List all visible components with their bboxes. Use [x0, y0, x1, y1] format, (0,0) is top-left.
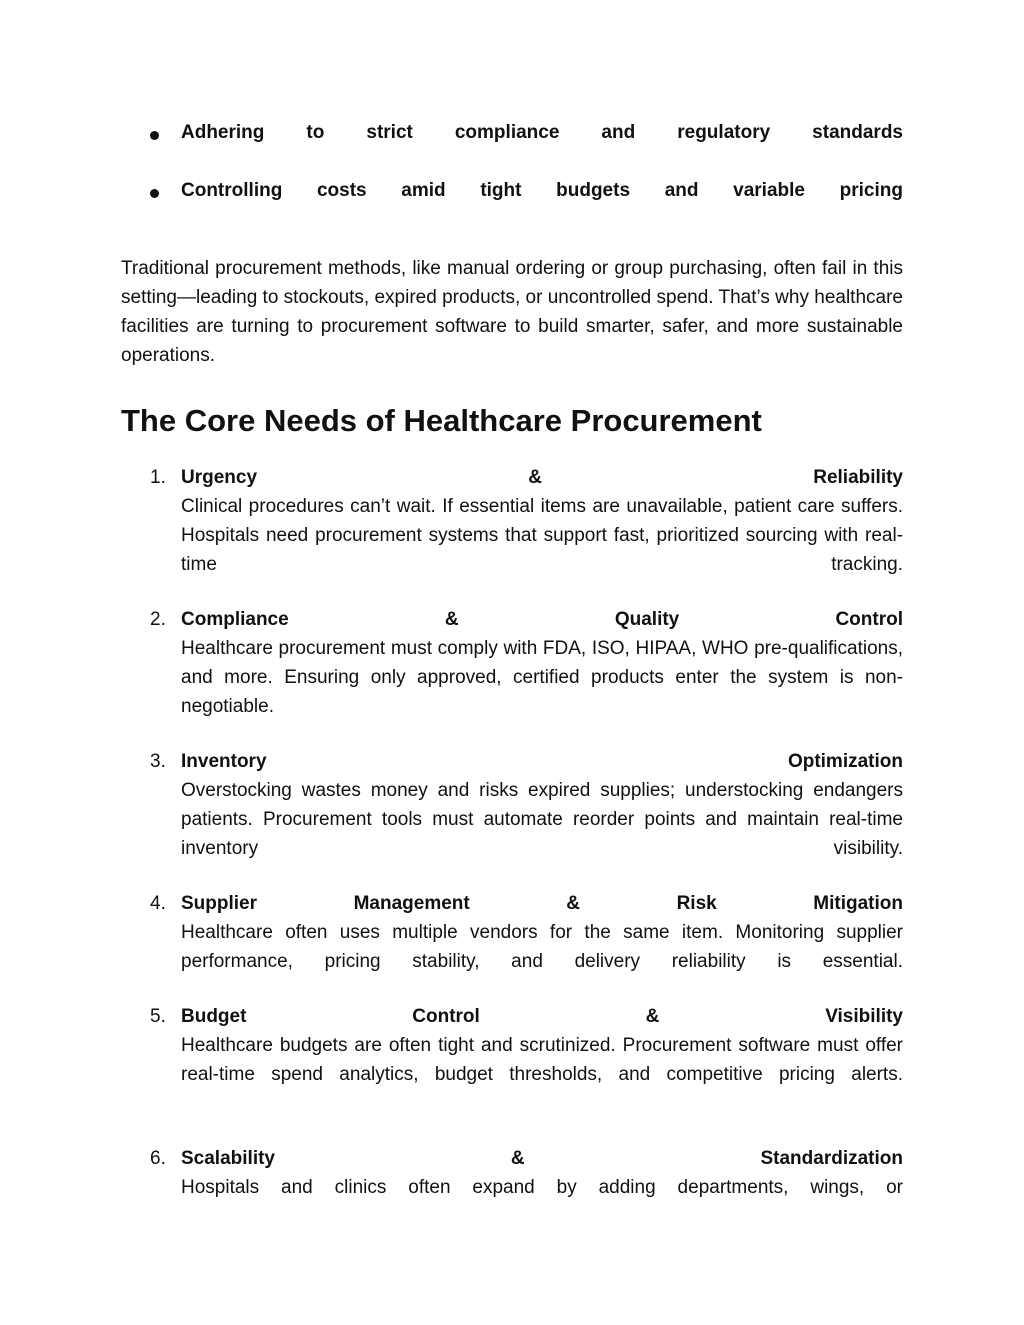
bullet-text: Adhering to strict compliance and regulatory standards — [181, 122, 903, 143]
section-heading: The Core Needs of Healthcare Procurement — [121, 403, 762, 438]
item-description: Healthcare often uses multiple vendors for the same item. Monitoring supplier performance, pricing stability, and delivery reliability is essential. — [181, 922, 903, 972]
bullet-item — [150, 176, 903, 206]
item-title: Compliance & Quality Control — [181, 609, 903, 630]
bullet-dot-icon — [150, 131, 159, 140]
item-number: 4. — [150, 893, 166, 914]
item-description: Clinical procedures can’t wait. If essential items are unavailable, patient care suffers. Hospitals need procurement systems that support fast, prioritized sourcing with real-time tracking. — [181, 496, 903, 575]
item-title: Urgency & Reliability — [181, 467, 903, 488]
item-description: Overstocking wastes money and risks expired supplies; understocking endangers patients. Procurement tools must automate reorder points and maintain real-time inventory visibility. — [181, 780, 903, 859]
item-title: Scalability & Standardization — [181, 1148, 903, 1169]
item-title: Inventory Optimization — [181, 751, 903, 772]
intro-paragraph: Traditional procurement methods, like manual ordering or group purchasing, often fail in this setting—leading to stockouts, expired products, or uncontrolled spend. That’s why healthcare facilities are turning to procurement software to build smarter, safer, and more sustainable operations. — [121, 258, 903, 366]
item-number: 3. — [150, 751, 166, 772]
bullet-dot-icon — [150, 189, 159, 198]
item-number: 2. — [150, 609, 166, 630]
item-title: Budget Control & Visibility — [181, 1006, 903, 1027]
item-description: Hospitals and clinics often expand by adding departments, wings, or — [181, 1177, 903, 1198]
item-number: 6. — [150, 1148, 166, 1169]
item-number: 1. — [150, 467, 166, 488]
item-description: Healthcare procurement must comply with FDA, ISO, HIPAA, WHO pre-qualifications, and more. Ensuring only approved, certified products enter the system is non-negotiable. — [181, 638, 903, 717]
item-title: Supplier Management & Risk Mitigation — [181, 893, 903, 914]
item-description: Healthcare budgets are often tight and scrutinized. Procurement software must offer real-time spend analytics, budget thresholds, and competitive pricing alerts. — [181, 1035, 903, 1085]
bullet-text: Controlling costs amid tight budgets and variable pricing — [181, 180, 903, 201]
item-number: 5. — [150, 1006, 166, 1027]
bullet-item — [150, 118, 903, 148]
